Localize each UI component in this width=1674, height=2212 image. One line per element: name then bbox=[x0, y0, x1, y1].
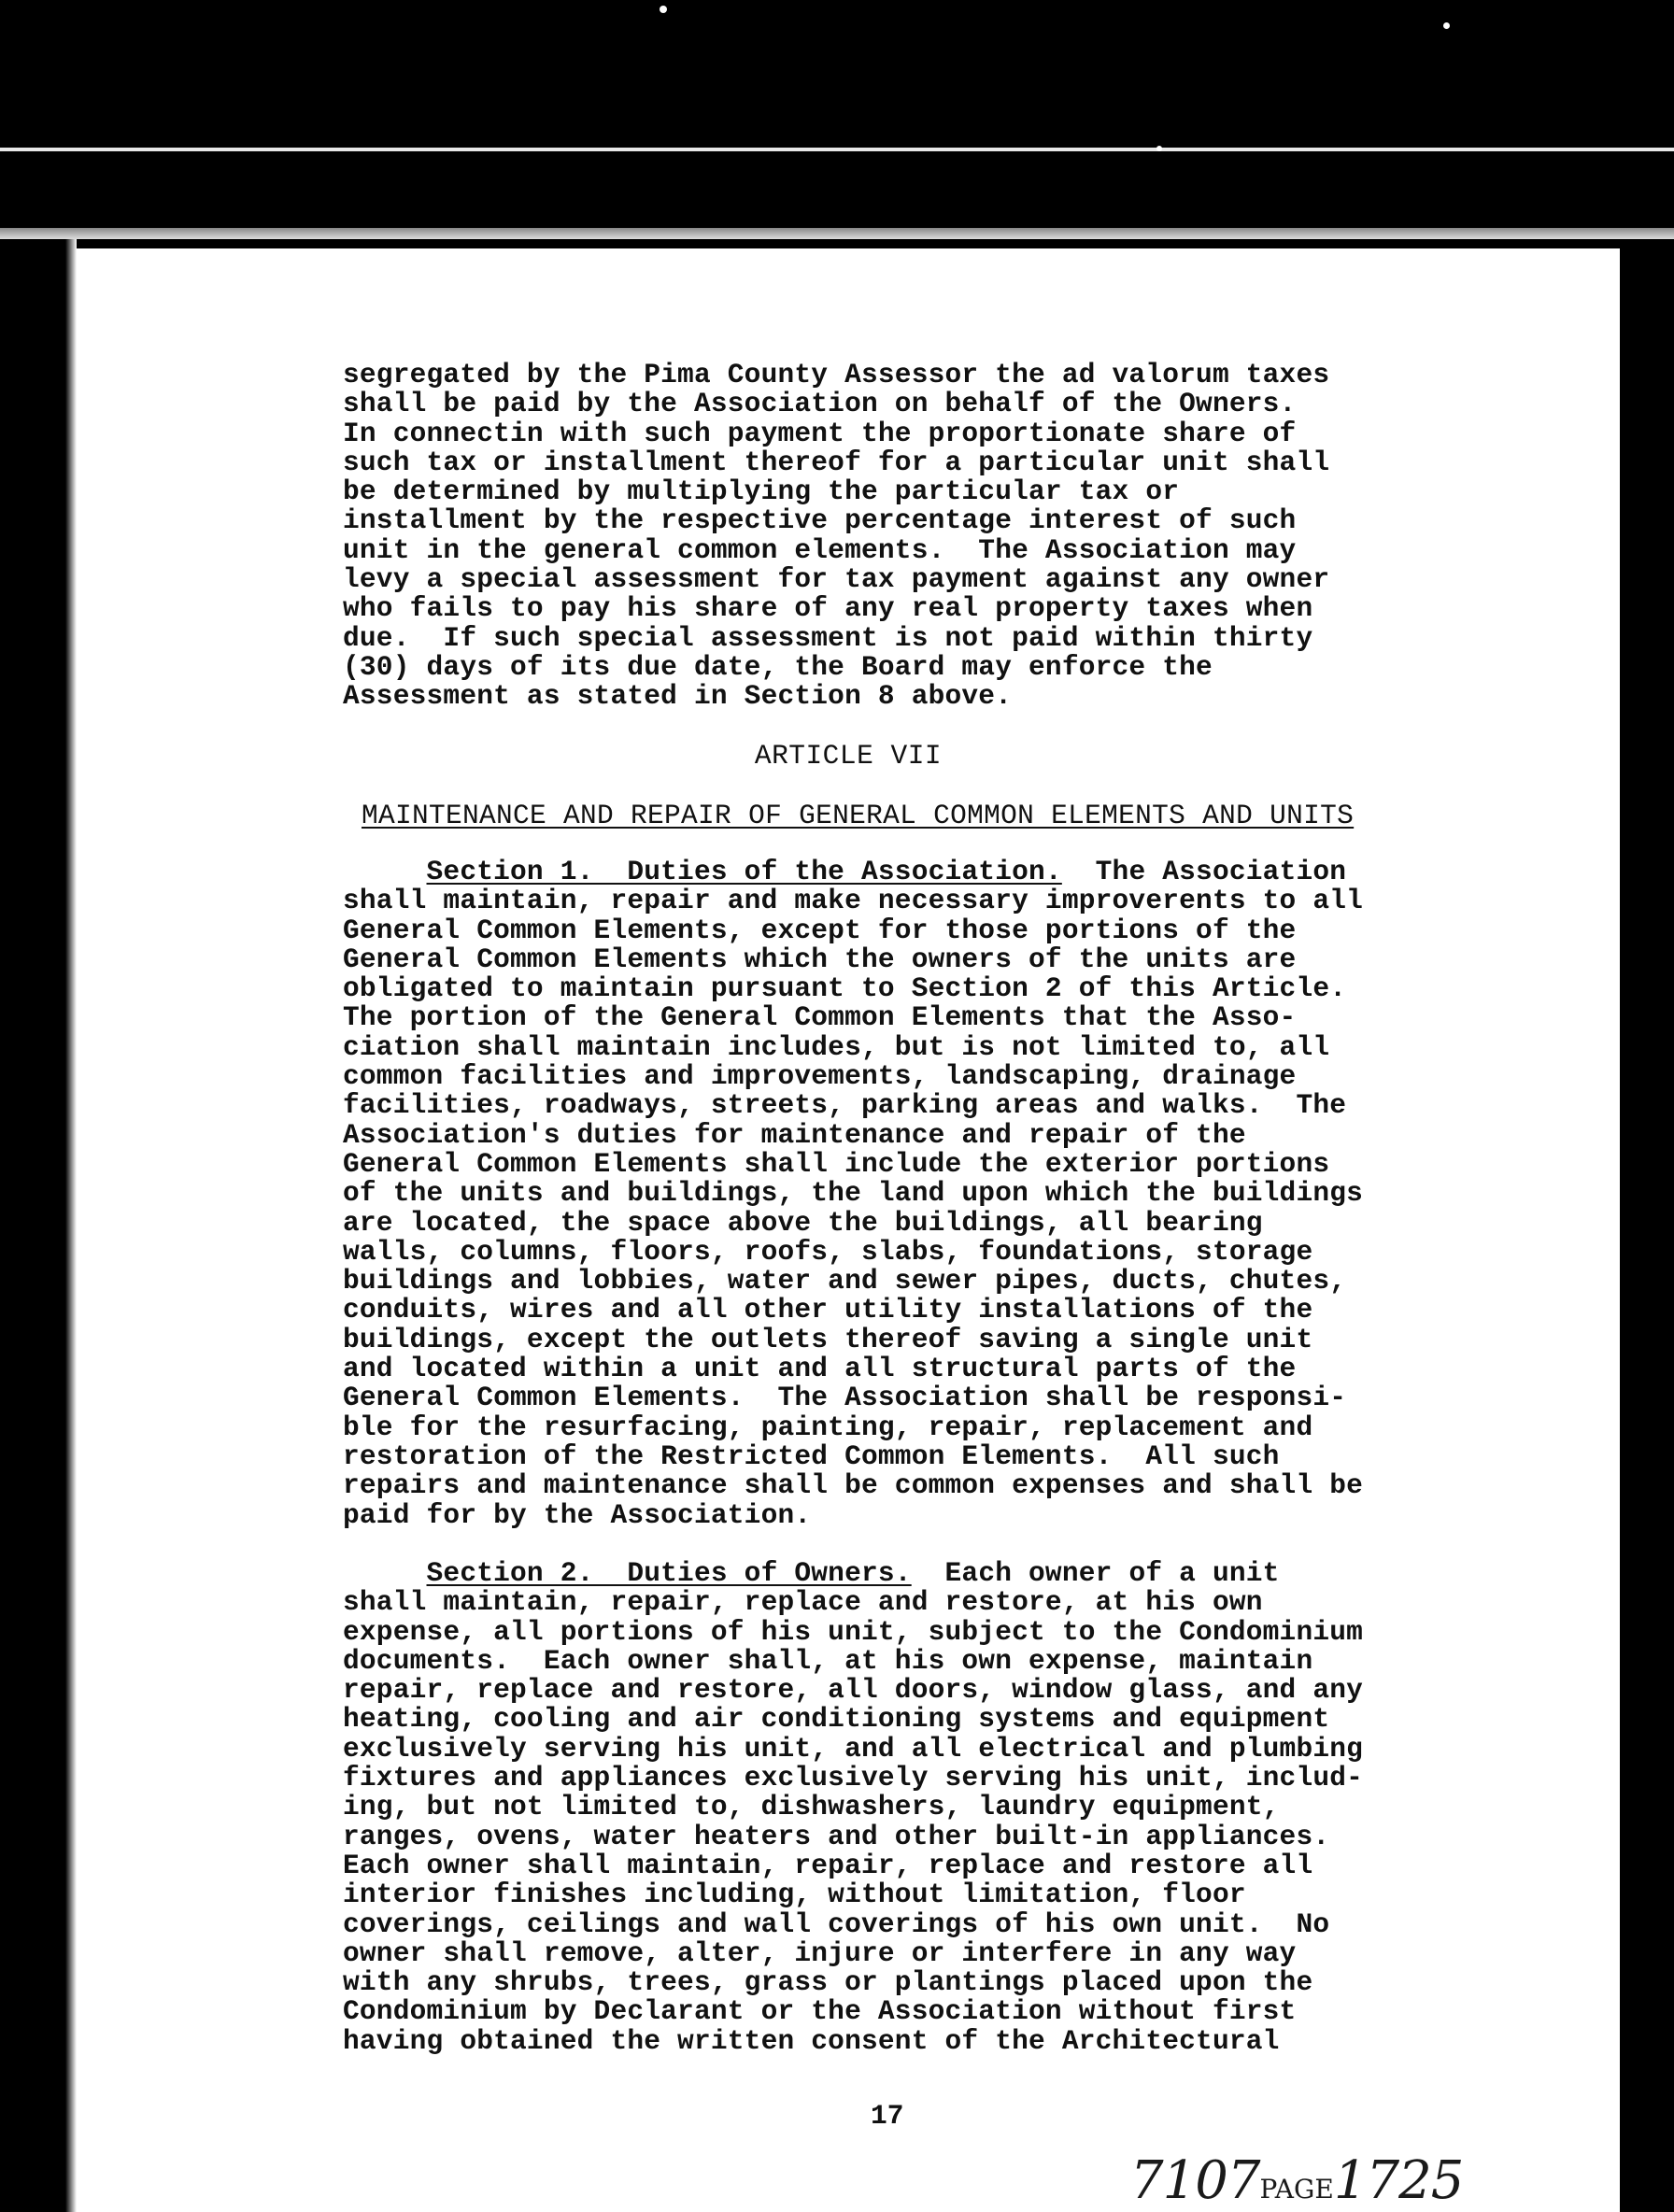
scan-speck bbox=[1443, 22, 1450, 29]
section-2-heading: Section 2. Duties of Owners. bbox=[426, 1557, 912, 1589]
recording-stamp bbox=[1130, 2150, 1463, 2211]
section-1-heading: Section 1. Duties of the Association. bbox=[426, 856, 1062, 887]
section-2 bbox=[343, 1559, 1529, 2056]
stamp-docket: 7107 bbox=[1130, 2150, 1260, 2211]
scan-speck bbox=[1156, 146, 1162, 151]
paragraph-continued: segregated by the Pima County Assessor the ad valorum taxes shall be paid by the Association on behalf of the Owners. In connectin with such payment the proportionate share of such tax or installment thereof for a particular unit shall be determined by multiplying the particular tax or installment by the respective percentage interest of such unit in the general common elements. The Association may levy a special assessment for tax payment against any owner who fails to pay his share of any real property taxes when due. If such special assessment is not paid within thirty (30) days of its due date, the Board may enforce the Assessment as stated in Section 8 above. bbox=[343, 359, 1330, 713]
article-title: MAINTENANCE AND REPAIR OF GENERAL COMMON ELEMENTS AND UNITS bbox=[362, 800, 1355, 831]
stamp-page-label: PAGE bbox=[1259, 2174, 1334, 2205]
scan-top-margin bbox=[0, 0, 1674, 239]
document-page bbox=[77, 248, 1620, 2212]
section-2-indent bbox=[343, 1557, 427, 1589]
page-number: 17 bbox=[871, 2100, 904, 2132]
scan-left-margin bbox=[0, 239, 77, 2212]
stamp-page: 1725 bbox=[1333, 2150, 1464, 2211]
section-1 bbox=[343, 858, 1529, 1530]
scan-artifact-band bbox=[0, 228, 1674, 239]
section-1-indent bbox=[343, 856, 427, 887]
section-1-body: The Association shall maintain, repair and make necessary improverents to all General Common Elements, except for those portions of the General Common Elements which the owners of the units are obligated to maintain pursuant to Section 2 of this Article. The portion of the General Common Elements that the Asso- ciation shall maintain includes, but is not limited to, all common facilities and improvements, landscaping, drainage facilities, roadways, streets, parking areas and walks. The Association's duties for maintenance and repair of the General Common Elements shall include the exterior portions of the units and buildings, the land upon which the buildings are located, the space above the buildings, all bearing walls, columns, floors, roofs, slabs, foundations, storage buildings and lobbies, water and sewer pipes, ducts, chutes, conduits, wires and all other utility installations of the buildings, except the outlets thereof saving a single unit and located within a unit and all structural parts of the General Common Elements. The Association shall be responsi- ble for the resurfacing, painting, repair, replacement and restoration of the Restricted Common Elements. All such repairs and maintenance shall be common expenses and shall be paid for by the Association. bbox=[343, 856, 1364, 1531]
scan-right-margin bbox=[1620, 239, 1674, 2212]
scan-artifact-line bbox=[0, 148, 1674, 151]
section-2-body: Each owner of a unit shall maintain, repair, replace and restore, at his own expense, all portions of his unit, subject to the Condominium documents. Each owner shall, at his own expense, maintain repair, replace and restore, all doors, window glass, and any heating, cooling and air conditioning systems and equipment exclusively serving his unit, and all electrical and plumbing fixtures and appliances exclusively serving his unit, includ- ing, but not limited to, dishwashers, laundry equipment, ranges, ovens, water heaters and other built-in appliances. Each owner shall maintain, repair, replace and restore all interior finishes including, without limitation, floor coverings, ceilings and wall coverings of his own unit. No owner shall remove, alter, injure or interfere in any way with any shrubs, trees, grass or plantings placed upon the Condominium by Declarant or the Association without first having obtained the written consent of the Architectural bbox=[343, 1557, 1364, 2057]
article-heading: ARTICLE VII bbox=[754, 740, 943, 772]
scan-speck bbox=[660, 6, 667, 13]
